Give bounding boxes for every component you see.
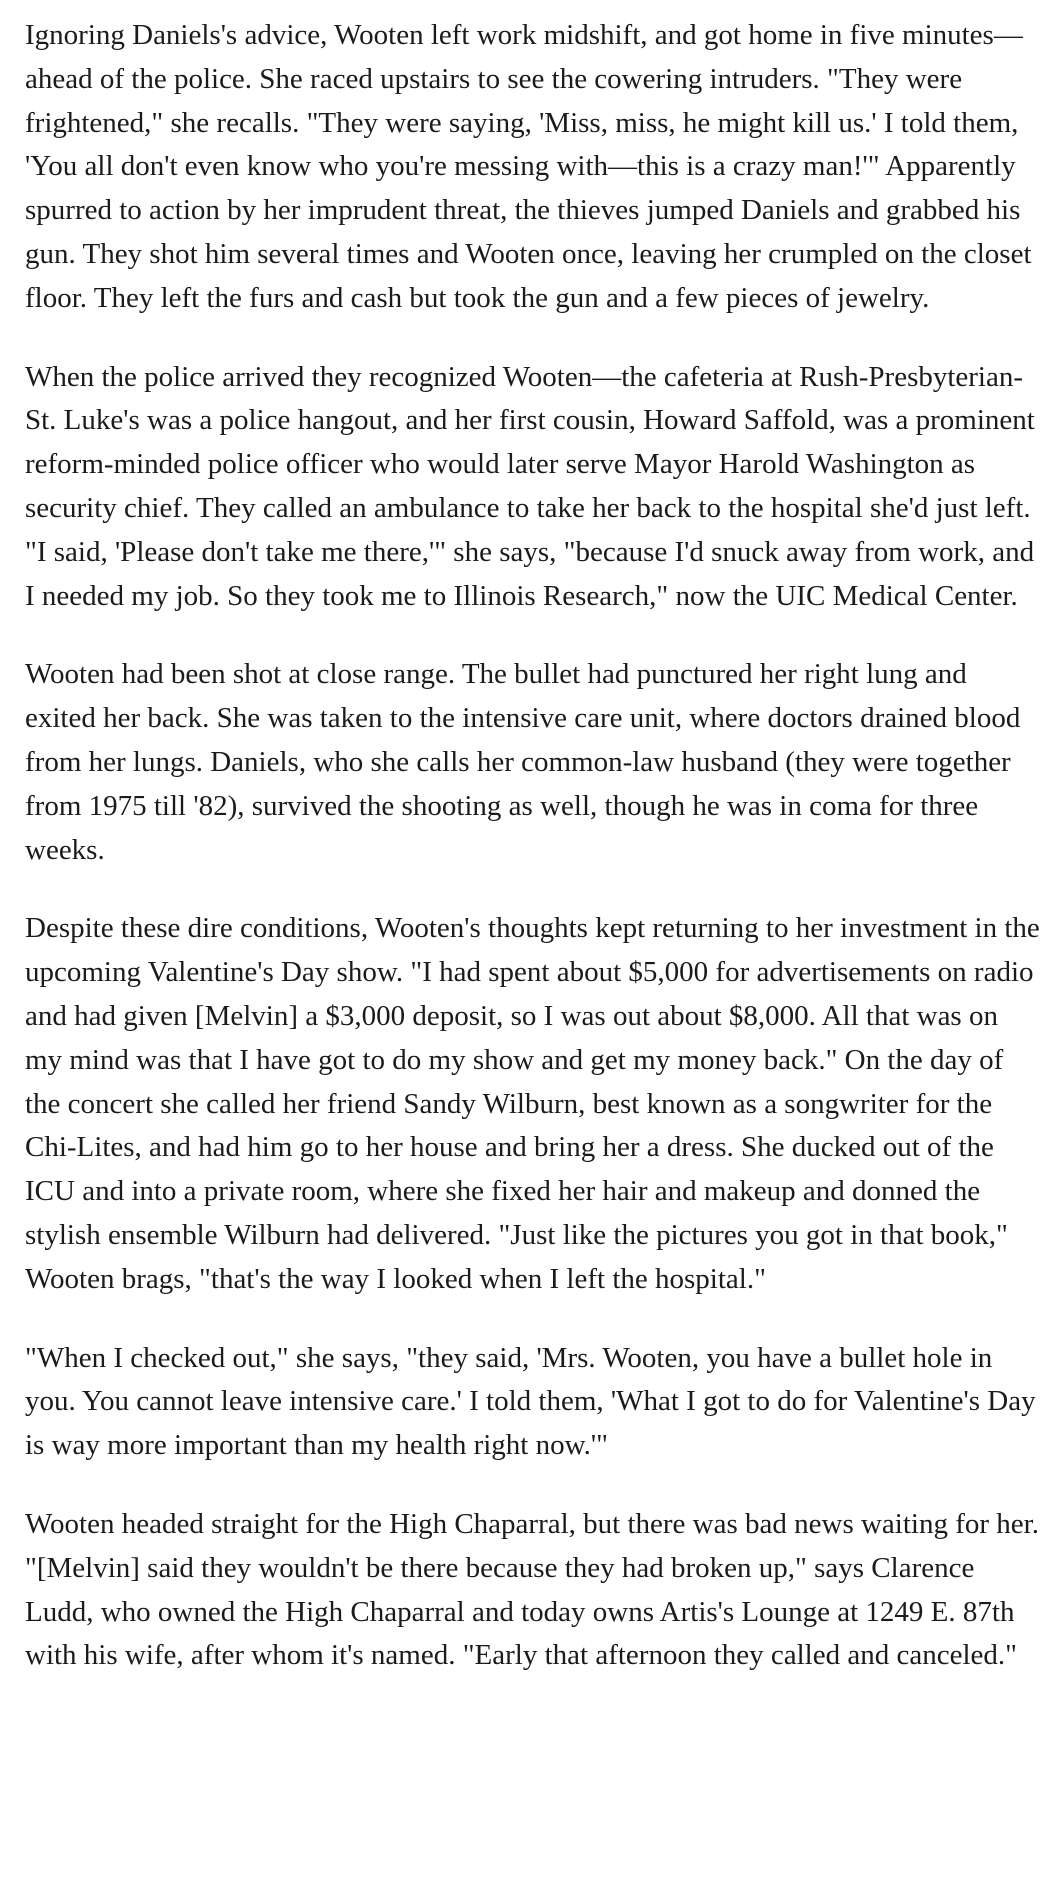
article-paragraph-5: "When I checked out," she says, "they said, 'Mrs. Wooten, you have a bullet hole in you. You cannot leave intensive care.' I told them, 'What I got to do for Valentine's Day is way more important than my health right now.'" <box>25 1341 1036 1462</box>
article-paragraph-4: Despite these dire conditions, Wooten's thoughts kept returning to her investment in the upcoming Valentine's Day show. "I had spent about $5,000 for advertisements on radio and had given [Melvin] a $3,000 deposit, so I was out about $8,000. All that was on my mind was that I have got to do my show and get my money back." On the day of the concert she called her friend Sandy Wilburn, best known as a songwriter for the Chi-Lites, and had him go to her house and bring her a dress. She ducked out of the ICU and into a private room, where she fixed her hair and makeup and donned the stylish ensemble Wilburn had delivered. "Just like the pictures you got in that book," Wooten brags, "that's the way I looked when I left the hospital." <box>25 912 1040 1295</box>
article-paragraph-2: When the police arrived they recognized Wooten—the cafeteria at Rush-Presbyterian-St. Luke's was a police hangout, and her first cousin, Howard Saffold, was a prominent reform-minded police officer who would later serve Mayor Harold Washington as security chief. They called an ambulance to take her back to the hospital she'd just left. "I said, 'Please don't take me there,'" she says, "because I'd snuck away from work, and I needed my job. So they took me to Illinois Research," now the UIC Medical Center. <box>25 360 1035 612</box>
article-paragraph-6: Wooten headed straight for the High Chaparral, but there was bad news waiting for her. "[Melvin] said they wouldn't be there because they had broken up," says Clarence Ludd, who owned the High Chaparral and today owns Artis's Lounge at 1249 E. 87th with his wife, after whom it's named. "Early that afternoon they called and canceled." <box>25 1507 1039 1672</box>
article-paragraph-3: Wooten had been shot at close range. The bullet had punctured her right lung and exited her back. She was taken to the intensive care unit, where doctors drained blood from her lungs. Daniels, who she calls her common-law husband (they were together from 1975 till '82), survived the shooting as well, though he was in coma for three weeks. <box>25 658 1021 866</box>
article-paragraph-1: Ignoring Daniels's advice, Wooten left work midshift, and got home in five minutes—ahead of the police. She raced upstairs to see the cowering intruders. "They were frightened," she recalls. "They were saying, 'Miss, miss, he might kill us.' I told them, 'You all don't even know who you're messing with—this is a crazy man!'" Apparently spurred to action by her imprudent threat, the thieves jumped Daniels and grabbed his gun. They shot him several times and Wooten once, leaving her crumpled on the closet floor. They left the furs and cash but took the gun and a few pieces of jewelry. <box>25 19 1032 314</box>
